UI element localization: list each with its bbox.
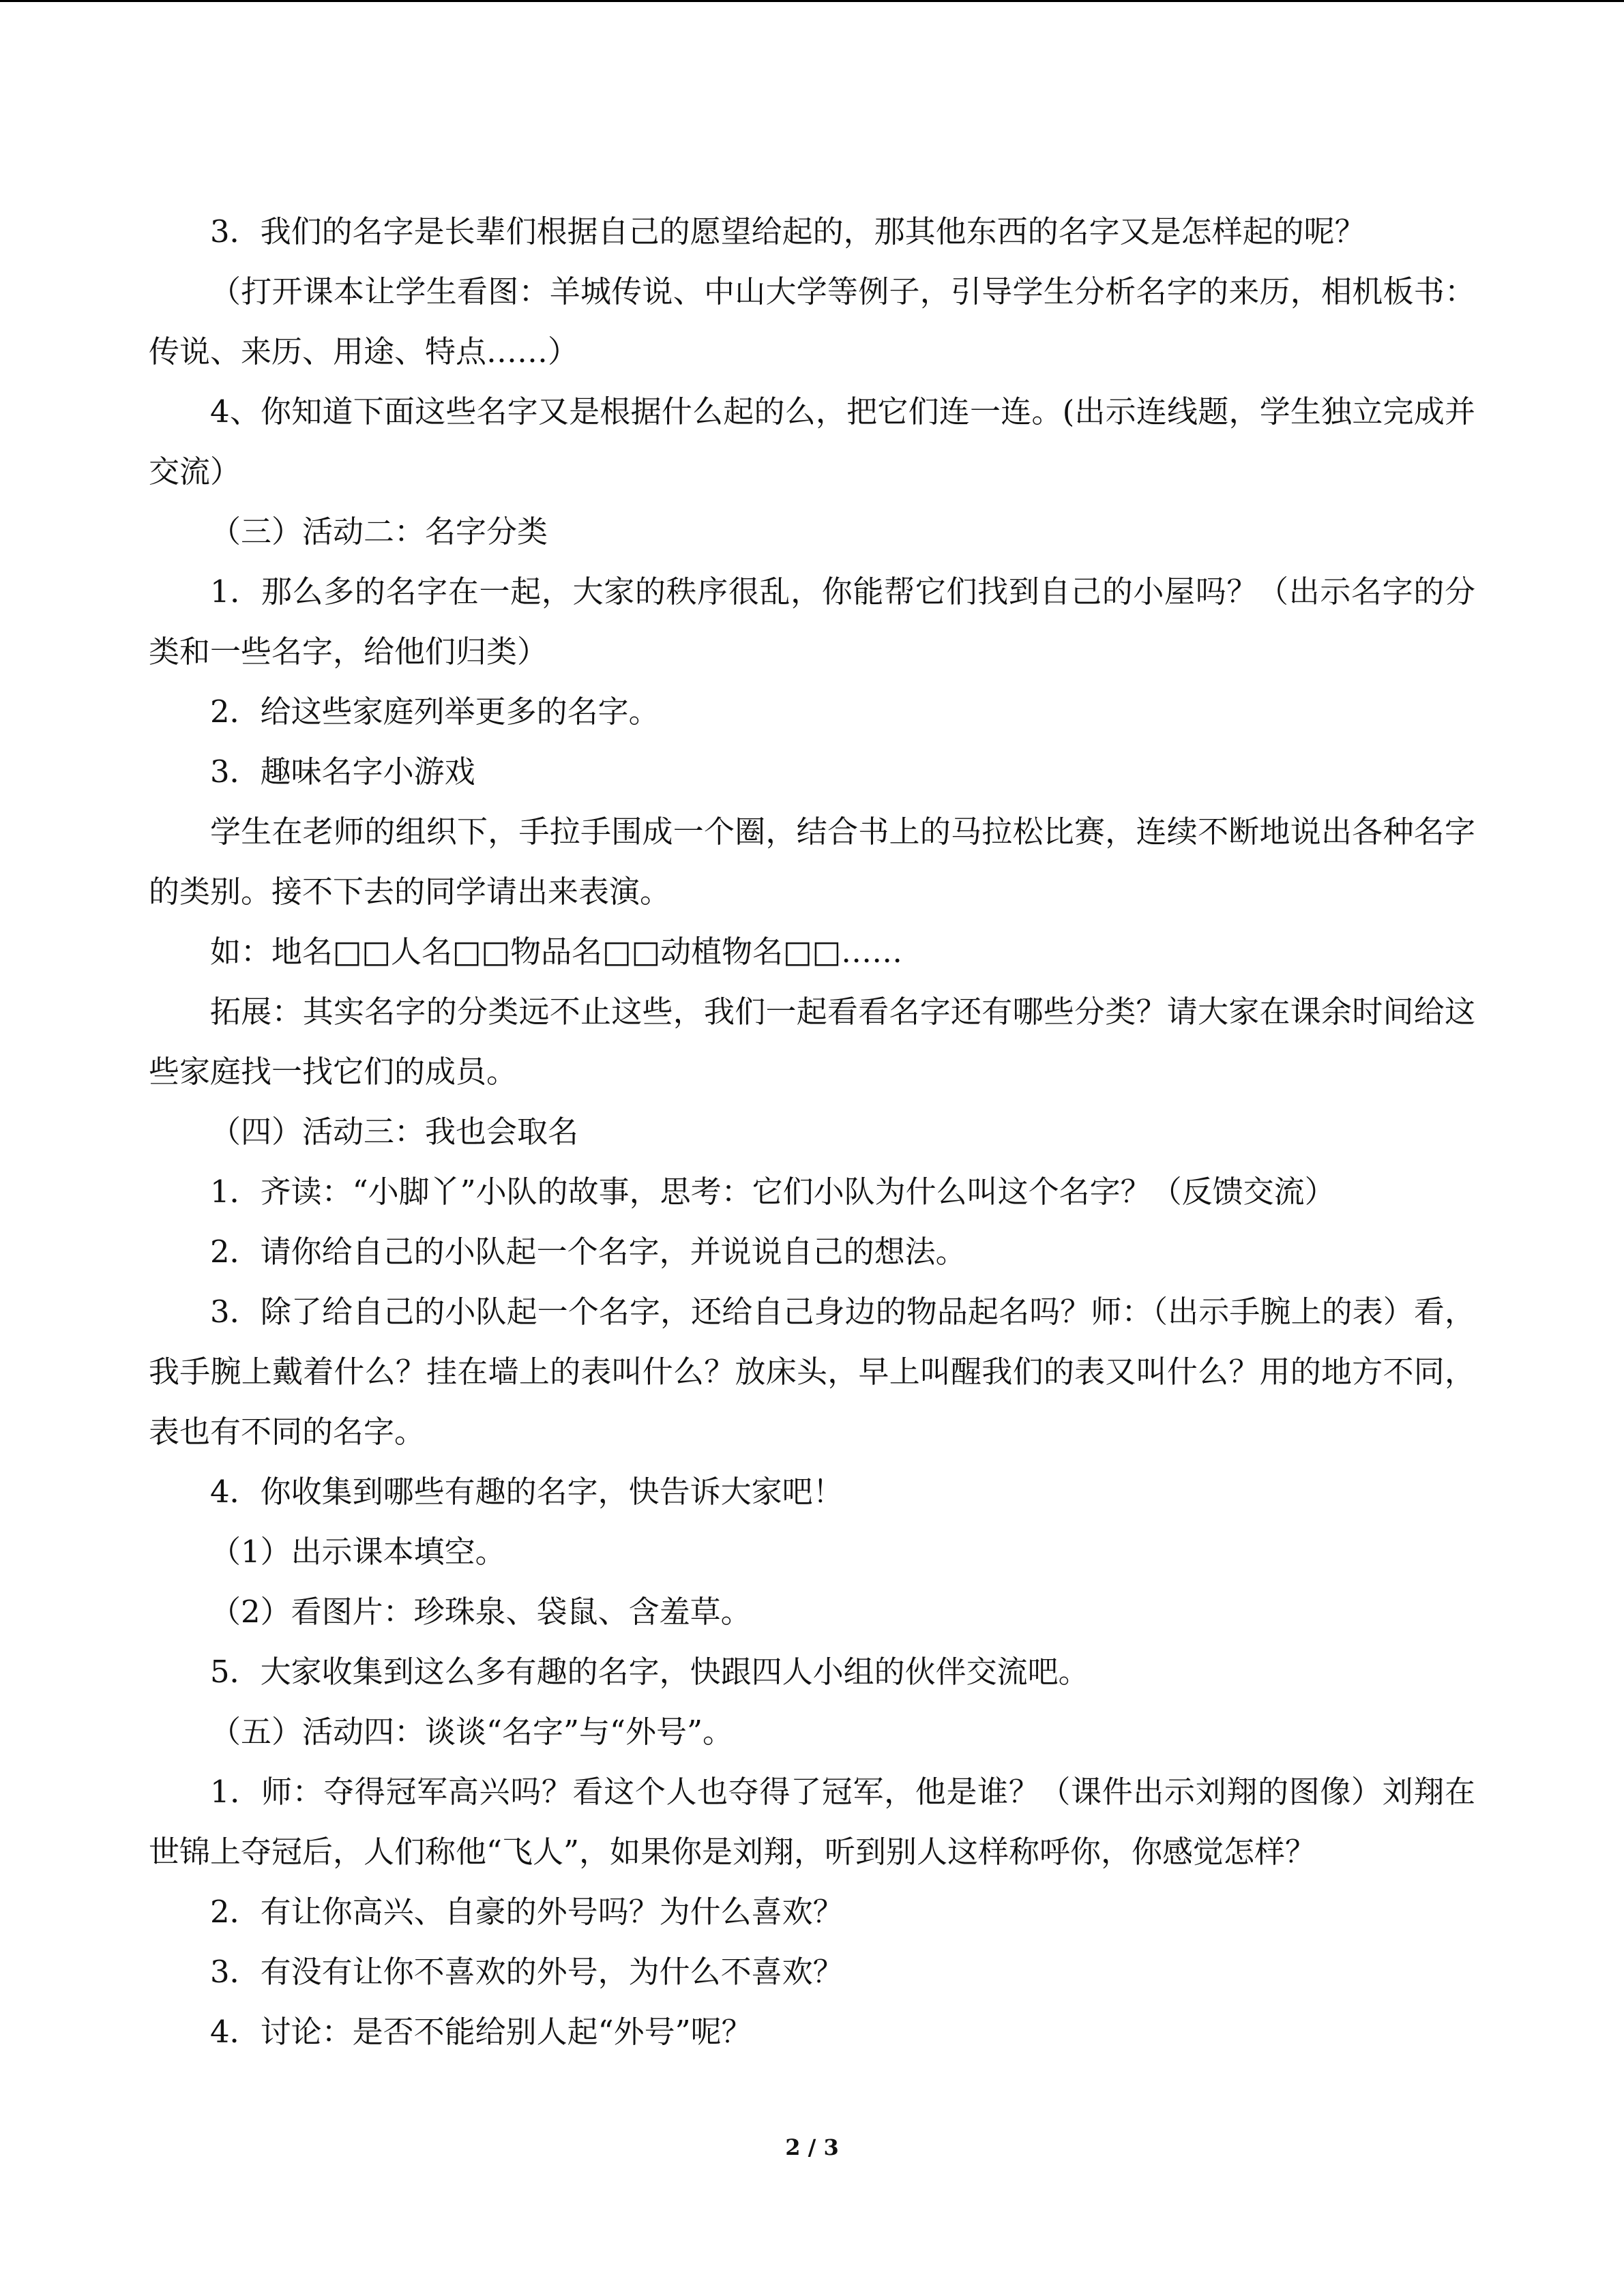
paragraph: （1）出示课本填空。 — [210, 1534, 506, 1570]
section-heading: （四）活动三：我也会取名 — [210, 1114, 579, 1150]
paragraph: 2．请你给自己的小队起一个名字，并说说自己的想法。 — [210, 1234, 966, 1270]
paragraph: 如：地名□□人名□□物品名□□动植物名□□…… — [210, 934, 903, 970]
paragraph: 4、你知道下面这些名字又是根据什么起的么，把它们连一连。(出示连线题，学生独立完成并交流） — [149, 393, 1475, 490]
paragraph: 1．那么多的名字在一起，大家的秩序很乱，你能帮它们找到自己的小屋吗？（出示名字的分类和一些名字，给他们归类） — [149, 573, 1475, 670]
section-heading: （三）活动二：名字分类 — [210, 513, 548, 550]
paragraph: 1．师：夺得冠军高兴吗？看这个人也夺得了冠军，他是谁？（课件出示刘翔的图像）刘翔在世锦上夺冠后，人们称他“飞人”，如果你是刘翔，听到别人这样称呼你，你感觉怎样？ — [149, 1774, 1475, 1870]
paragraph: 5．大家收集到这么多有趣的名字，快跟四人小组的伙伴交流吧。 — [210, 1654, 1089, 1690]
top-border-line — [0, 0, 1624, 2]
paragraph: 3．我们的名字是长辈们根据自己的愿望给起的，那其他东西的名字又是怎样起的呢？ — [210, 213, 1365, 250]
paragraph: 2．给这些家庭列举更多的名字。 — [210, 694, 660, 730]
paragraph: 拓展：其实名字的分类远不止这些，我们一起看看名字还有哪些分类？请大家在课余时间给这些家庭找一找它们的成员。 — [149, 994, 1475, 1090]
paragraph: 学生在老师的组织下，手拉手围成一个圈，结合书上的马拉松比赛，连续不断地说出各种名字的类别。接不下去的同学请出来表演。 — [149, 814, 1475, 910]
page-number: 2 / 3 — [785, 2134, 839, 2160]
paragraph: 3．除了给自己的小队起一个名字，还给自己身边的物品起名吗？师：（出示手腕上的表）看，我手腕上戴着什么？挂在墙上的表叫什么？放床头，早上叫醒我们的表又叫什么？用的地方不同，表也有不同的名字。 — [149, 1294, 1475, 1450]
body-text — [149, 202, 1475, 2062]
paragraph: （2）看图片：珍珠泉、袋鼠、含羞草。 — [210, 1594, 752, 1630]
paragraph: 3．有没有让你不喜欢的外号，为什么不喜欢？ — [210, 1954, 844, 1990]
section-heading: （五）活动四：谈谈“名字”与“外号”。 — [210, 1714, 734, 1750]
paragraph: （打开课本让学生看图：羊城传说、中山大学等例子，引导学生分析名字的来历，相机板书：传说、来历、用途、特点……） — [149, 273, 1475, 370]
paragraph: 3．趣味名字小游戏 — [210, 754, 475, 790]
paragraph: 2．有让你高兴、自豪的外号吗？为什么喜欢？ — [210, 1894, 844, 1930]
paragraph: 4．讨论：是否不能给别人起“外号”呢？ — [210, 2014, 752, 2050]
paragraph: 1．齐读：“小脚丫”小队的故事，思考：它们小队为什么叫这个名字？（反馈交流） — [210, 1174, 1335, 1210]
paragraph: 4．你收集到哪些有趣的名字，快告诉大家吧！ — [210, 1474, 844, 1510]
